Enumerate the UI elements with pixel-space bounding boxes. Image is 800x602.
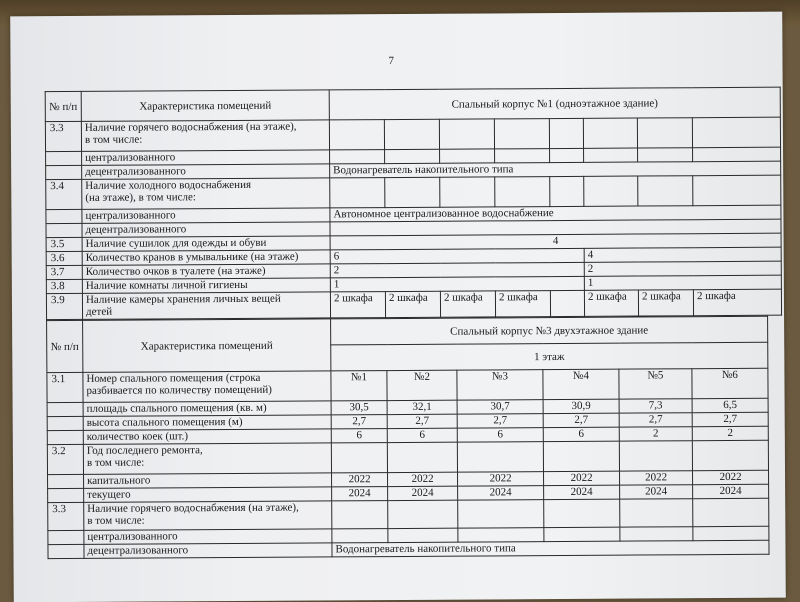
row-label: количество коек (шт.)	[83, 429, 331, 445]
row-label: децентрализованного	[82, 164, 330, 180]
cell-value: 2	[692, 426, 768, 440]
cell-value: 2024	[693, 484, 769, 498]
row-value: 1	[584, 275, 781, 290]
header-building: Спальный корпус №1 (одноэтажное здание)	[329, 87, 780, 120]
row-label: текущего	[84, 487, 332, 503]
cell-value: 2022	[544, 471, 620, 485]
row-label: Наличие камеры хранения личных вещей детей	[82, 292, 330, 320]
cell-value: 2022	[388, 472, 458, 486]
row-label: Количество кранов в умывальнике (на этаже)	[82, 250, 330, 266]
cell-value: 2,7	[619, 413, 692, 427]
row-label: децентрализованного	[82, 222, 330, 238]
row-value	[550, 290, 584, 316]
row-label: централизованного	[82, 150, 330, 166]
row-value: 1	[330, 276, 584, 292]
row-value: 2 шкафа	[440, 291, 495, 317]
room-number: №2	[387, 370, 457, 400]
row-label: Наличие горячего водоснабжения (на этаже), в том числе:	[81, 120, 329, 152]
row-value: 2	[330, 262, 584, 278]
table-header-row	[45, 87, 780, 121]
room-number: №6	[692, 368, 768, 398]
row-number: 3.9	[46, 293, 82, 319]
cell-value: 2024	[458, 486, 544, 501]
cell-value: 6	[331, 429, 387, 443]
row-label: Номер спального помещения (строка разбивается по количеству помещений)	[83, 371, 331, 403]
row-number: 3.5	[46, 237, 82, 251]
room-number: №4	[543, 369, 619, 399]
room-number: №3	[457, 370, 543, 401]
row-number: 3.2	[47, 444, 83, 474]
row-label: капитального	[84, 473, 332, 489]
row-number: 3.4	[46, 179, 82, 209]
cell-value: 2,7	[331, 415, 387, 429]
row-value: Автономное централизованное водоснабжение	[330, 205, 781, 222]
row-value: 2 шкафа	[638, 290, 693, 316]
row-number: 3.8	[46, 279, 82, 293]
row-value: 4	[330, 233, 781, 250]
table-row	[45, 117, 780, 151]
row-label: Год последнего ремонта, в том числе:	[83, 443, 331, 475]
row-number: 3.3	[45, 121, 81, 151]
cell-value: 2,7	[387, 414, 457, 428]
cell-value: 30,7	[457, 400, 543, 415]
cell-value: 2022	[693, 470, 769, 484]
document-page	[10, 12, 786, 602]
header-characteristic: Характеристика помещений	[83, 319, 331, 373]
cell-value: 2022	[332, 473, 388, 487]
row-number: 3.1	[47, 372, 83, 402]
row-label: децентрализованного	[84, 543, 332, 559]
row-label: Наличие горячего водоснабжения (на этаже), в том числе:	[84, 501, 332, 531]
header-building: Спальный корпус №3 двухэтажное здание	[331, 316, 768, 345]
cell-value: 6	[387, 428, 457, 442]
row-value: 2	[584, 261, 781, 276]
table-row	[46, 175, 781, 209]
row-value: 2 шкафа	[330, 292, 385, 318]
row-value: Водонагреватель накопительного типа	[330, 161, 781, 178]
cell-value: 2022	[458, 472, 544, 487]
row-value: 2 шкафа	[693, 289, 781, 316]
row-label: централизованного	[82, 208, 330, 224]
table-row	[48, 540, 769, 558]
table-dormitory-1	[45, 87, 782, 320]
page-number: 7	[388, 55, 395, 68]
row-number: 3.7	[46, 265, 82, 279]
header-characteristic: Характеристика помещений	[81, 90, 329, 122]
row-value: 2 шкафа	[495, 291, 550, 317]
row-value: 2 шкафа	[385, 291, 440, 317]
table-row	[47, 440, 768, 474]
row-value: Водонагреватель накопительного типа	[332, 540, 769, 557]
cell-value: 30,9	[543, 399, 619, 413]
cell-value: 2,7	[543, 413, 619, 427]
row-value: 2 шкафа	[584, 290, 638, 316]
cell-value: 2024	[388, 486, 458, 500]
room-number: №1	[331, 371, 387, 401]
cell-value: 6,5	[692, 398, 768, 412]
cell-value: 7,3	[619, 399, 692, 413]
header-num: № п/п	[45, 91, 81, 121]
row-label: Наличие сушилок для одежды и обуви	[82, 236, 330, 252]
row-number: 3.6	[46, 251, 82, 265]
cell-value: 2022	[620, 471, 693, 485]
header-num: № п/п	[47, 320, 83, 372]
header-floor: 1 этаж	[331, 342, 768, 371]
table-row	[47, 368, 768, 402]
table-row	[46, 289, 781, 319]
cell-value: 2,7	[692, 412, 768, 426]
cell-value: 2	[619, 427, 692, 441]
cell-value: 6	[543, 427, 619, 441]
row-value: 4	[584, 247, 781, 262]
cell-value: 2024	[620, 485, 693, 499]
row-label: Количество очков в туалете (на этаже)	[82, 264, 330, 280]
cell-value: 6	[457, 428, 543, 443]
cell-value: 30,5	[331, 401, 387, 415]
cell-value: 2,7	[457, 414, 543, 429]
row-label: Наличие комнаты личной гигиены	[82, 278, 330, 294]
room-number: №5	[619, 369, 692, 399]
row-label: централизованного	[84, 529, 332, 545]
table-dormitory-3	[46, 316, 769, 559]
row-label: высота спального помещения (м)	[83, 415, 331, 431]
row-label: площадь спального помещения (кв. м)	[83, 401, 331, 417]
table-row	[48, 498, 769, 530]
cell-value: 32,1	[387, 400, 457, 414]
row-number: 3.3	[48, 502, 84, 530]
row-label: Наличие холодного водоснабжения (на этаже), в том числе:	[82, 178, 330, 210]
cell-value: 2024	[332, 487, 388, 501]
cell-value: 2024	[544, 485, 620, 499]
row-value: 6	[330, 248, 584, 264]
